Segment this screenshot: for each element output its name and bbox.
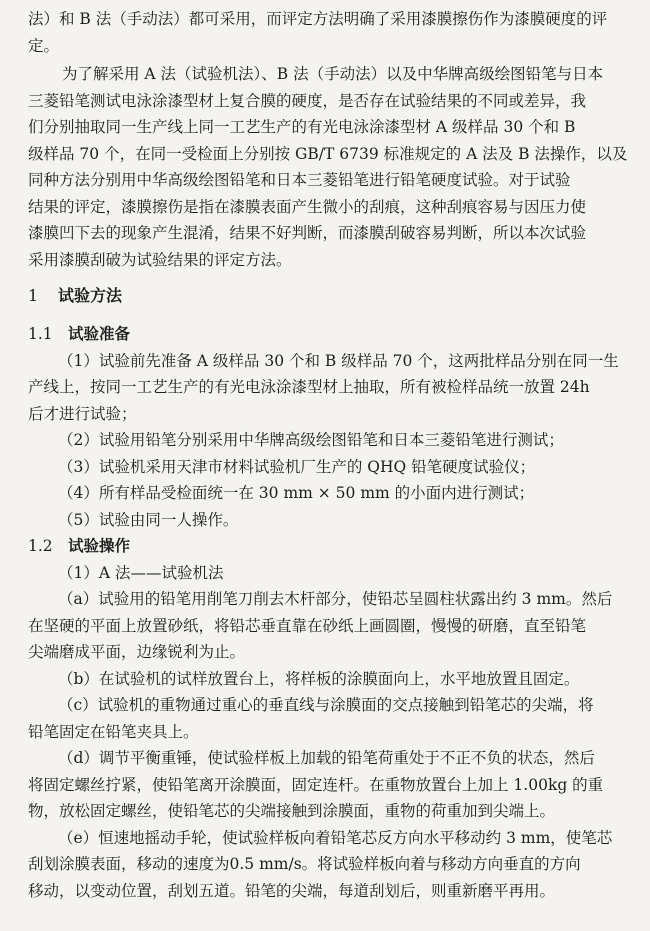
text-line: 为了解采用 A 法（试验机法）、B 法（手动法）以及中华牌高级绘图铅笔与日本 [62, 65, 604, 83]
text-line: （d）调节平衡重锤，使试验样板上加载的铅笔荷重处于不正不负的状态，然后 [58, 749, 595, 767]
text-line: 级样品 70 个，在同一受检面上分别按 GB/T 6739 标准规定的 A 法及 B 法操作，以及 [28, 144, 628, 163]
section-title: 试验准备 [68, 324, 131, 343]
text-line: 法）和 B 法（手动法）都可采用，而评定方法明确了采用漆膜擦伤作为漆膜硬度的评 [28, 10, 608, 28]
section-number: 1.1 [28, 325, 53, 343]
text-line: （3）试验机采用天津市材料试验机厂生产的 QHQ 铅笔硬度试验仪； [58, 457, 536, 476]
text-line: 在坚硬的平面上放置砂纸，将铅芯垂直靠在砂纸上画圆圈，慢慢的研磨，直至铅笔 [28, 616, 587, 635]
section-title: 试验方法 [58, 286, 123, 305]
section-title: 试验操作 [68, 536, 131, 555]
text-line: （1）A 法——试验机法 [58, 563, 224, 582]
text-line: （2）试验用铅笔分别采用中华牌高级绘图铅笔和日本三菱铅笔进行测试； [58, 431, 564, 449]
text-line: 结果的评定，漆膜擦伤是指在漆膜表面产生微小的刮痕，这种刮痕容易与因压力使 [28, 197, 587, 216]
text-line: （c）试验机的重物通过重心的垂直线与涂膜面的交点接触到铅笔芯的尖端，将 [58, 696, 594, 714]
text-line: （4）所有样品受检面统一在 30 mm × 50 mm 的小面内进行测试； [58, 484, 535, 502]
text-line: 后才进行试验； [28, 404, 137, 423]
text-line: 刮划涂膜表面，移动的速度为0.5 mm/s。将试验样板向着与移动方向垂直的方向 [28, 855, 581, 873]
section-heading-1-2 [28, 533, 628, 560]
text-line: 产线上，按同一工艺生产的有光电泳涂漆型材上抽取，所有被检样品统一放置 24h [28, 378, 590, 396]
text-line: 铅笔固定在铅笔夹具上。 [28, 722, 199, 741]
text-line: 定。 [28, 36, 60, 55]
text-line: （a）试验用的铅笔用削笔刀削去木杆部分，使铅芯呈圆柱状露出约 3 mm。然后 [58, 590, 613, 608]
text-line: 物，放松固定螺丝，使铅笔芯的尖端接触到涂膜面，重物的荷重加到尖端上。 [28, 802, 556, 820]
section-number: 1 [28, 286, 39, 305]
text-line: 们分别抽取同一生产线上同一工艺生产的有光电泳涂漆型材 A 级样品 30 个和 B [28, 118, 576, 136]
text-line: （e）恒速地摇动手轮，使试验样板向着铅笔芯反方向水平移动约 3 mm，使笔芯 [58, 828, 613, 847]
section-number: 1.2 [28, 537, 53, 555]
text-line: 将固定螺丝拧紧，使铅笔离开涂膜面，固定连杆。在重物放置台上加上 1.00kg 的重 [28, 775, 604, 794]
text-line: （5）试验由同一人操作。 [58, 510, 239, 529]
text-line: 漆膜凹下去的现象产生混淆，结果不好判断，而漆膜刮破容易判断，所以本次试验 [28, 224, 587, 242]
text-line: 移动，以变动位置，刮划五道。铅笔的尖端，每道刮划后，则重新磨平再用。 [28, 881, 556, 900]
text-line: 采用漆膜刮破为试验结果的评定方法。 [28, 250, 292, 269]
section-heading-1 [28, 283, 628, 309]
text-line: （b）在试验机的试样放置台上，将样板的涂膜面向上，水平地放置且固定。 [58, 669, 580, 688]
section-heading-1-1 [28, 321, 628, 348]
text-line: 三菱铅笔测试电泳涂漆型材上复合膜的硬度，是否存在试验结果的不同或差异，我 [28, 91, 587, 110]
text-line: 尖端磨成平面，边缘锐利为止。 [28, 643, 246, 661]
text-line: （1）试验前先准备 A 级样品 30 个和 B 级样品 70 个，这两批样品分别在同一生 [58, 351, 619, 370]
text-line: 同种方法分别用中华高级绘图铅笔和日本三菱铅笔进行铅笔硬度试验。对于试验 [28, 171, 571, 189]
